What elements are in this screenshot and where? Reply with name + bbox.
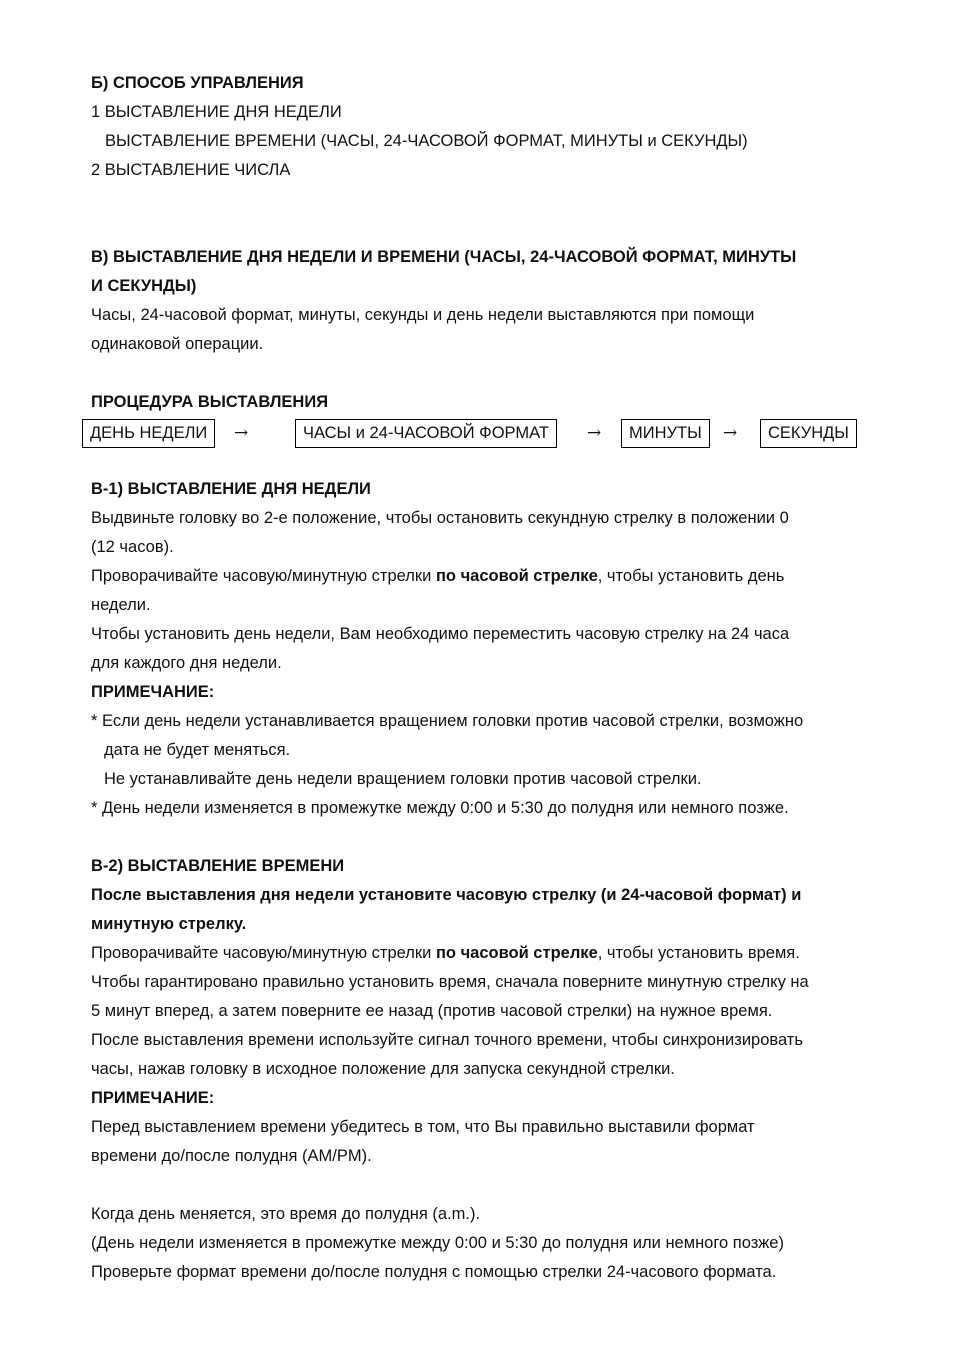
procedure-step-day: ДЕНЬ НЕДЕЛИ [82, 419, 215, 448]
section-v-text-line2: одинаковой операции. [91, 335, 264, 353]
text-span: , чтобы установить время. [597, 944, 800, 962]
section-v-text-line1: Часы, 24-часовой формат, минуты, секунды и день недели выставляются при помощи [91, 306, 755, 324]
section-v1-p2-line2: недели. [91, 596, 151, 614]
section-v2-bold-line2: минутную стрелку. [91, 915, 247, 933]
procedure-step-seconds: СЕКУНДЫ [760, 419, 857, 448]
section-v1-note1-line1: * Если день недели устанавливается вращением головки против часовой стрелки, возможно [91, 712, 804, 730]
section-v2-p4-line1: Когда день меняется, это время до полудня (a.m.). [91, 1205, 481, 1223]
spacer [91, 185, 871, 243]
section-v2-p3-line1: После выставления времени используйте сигнал точного времени, чтобы синхронизировать [91, 1031, 803, 1049]
section-v2-p4-line3: Проверьте формат времени до/после полудня с помощью стрелки 24-часового формата. [91, 1263, 777, 1281]
section-b-heading: Б) СПОСОБ УПРАВЛЕНИЯ [91, 74, 304, 92]
section-v1-p3-line2: для каждого дня недели. [91, 654, 282, 672]
arrow-icon: → [723, 423, 738, 443]
spacer [91, 359, 871, 388]
procedure-flow [91, 419, 871, 448]
section-b-item-2: 2 ВЫСТАВЛЕНИЕ ЧИСЛА [91, 161, 291, 179]
emphasis-text: по часовой стрелке [435, 567, 598, 585]
section-v1-note-heading: ПРИМЕЧАНИЕ: [91, 683, 215, 701]
procedure-step-hours: ЧАСЫ и 24-ЧАСОВОЙ ФОРМАТ [295, 419, 557, 448]
text-span: Проворачивайте часовую/минутную стрелки [91, 567, 436, 585]
procedure-step-minutes: МИНУТЫ [621, 419, 710, 448]
section-v2-note-line2: времени до/после полудня (AM/PM). [91, 1147, 372, 1165]
section-v2-p2-line2: 5 минут вперед, а затем поверните ее назад (против часовой стрелки) на нужное время. [91, 1002, 773, 1020]
section-v1-note1-line2: дата не будет меняться. [104, 741, 291, 759]
spacer [91, 1171, 871, 1200]
section-v1-p1-line1: Выдвиньте головку во 2-е положение, чтобы остановить секундную стрелку в положении 0 [91, 509, 789, 527]
arrow-icon: → [587, 423, 602, 443]
procedure-heading: ПРОЦЕДУРА ВЫСТАВЛЕНИЯ [91, 393, 329, 411]
text-span: , чтобы установить день [597, 567, 785, 585]
section-v1-p1-line2: (12 часов). [91, 538, 174, 556]
section-v-heading-line2: И СЕКУНДЫ) [91, 277, 197, 295]
text-span: Проворачивайте часовую/минутную стрелки [91, 944, 436, 962]
section-b-item-1: 1 ВЫСТАВЛЕНИЕ ДНЯ НЕДЕЛИ [91, 103, 342, 121]
section-v1-p2-line1 [91, 562, 871, 591]
emphasis-text: по часовой стрелке [435, 944, 598, 962]
section-v2-note-heading: ПРИМЕЧАНИЕ: [91, 1089, 215, 1107]
section-v2-p4-line2: (День недели изменяется в промежутке между 0:00 и 5:30 до полудня или немного позже) [91, 1234, 784, 1252]
section-v2-bold-line1: После выставления дня недели установите часовую стрелку (и 24-часовой формат) и [91, 886, 802, 904]
spacer [91, 823, 871, 852]
section-v1-note1-line3: Не устанавливайте день недели вращением головки против часовой стрелки. [104, 770, 702, 788]
section-v1-heading: В-1) ВЫСТАВЛЕНИЕ ДНЯ НЕДЕЛИ [91, 480, 371, 498]
section-v2-p3-line2: часы, нажав головку в исходное положение для запуска секундной стрелки. [91, 1060, 675, 1078]
section-v1-p3-line1: Чтобы установить день недели, Вам необходимо переместить часовую стрелку на 24 часа [91, 625, 790, 643]
arrow-icon: → [234, 423, 249, 443]
section-v2-p1 [91, 939, 871, 968]
section-v2-heading: В-2) ВЫСТАВЛЕНИЕ ВРЕМЕНИ [91, 857, 345, 875]
section-v-heading-line1: В) ВЫСТАВЛЕНИЕ ДНЯ НЕДЕЛИ И ВРЕМЕНИ (ЧАСЫ, 24-ЧАСОВОЙ ФОРМАТ, МИНУТЫ [91, 248, 797, 266]
section-v2-note-line1: Перед выставлением времени убедитесь в том, что Вы правильно выставили формат [91, 1118, 755, 1136]
document-page [91, 69, 871, 1287]
section-v1-note2: * День недели изменяется в промежутке между 0:00 и 5:30 до полудня или немного позже. [91, 799, 789, 817]
section-b-item-1-sub: ВЫСТАВЛЕНИЕ ВРЕМЕНИ (ЧАСЫ, 24-ЧАСОВОЙ ФОРМАТ, МИНУТЫ и СЕКУНДЫ) [105, 132, 748, 150]
section-v2-p2-line1: Чтобы гарантировано правильно установить время, сначала поверните минутную стрелку на [91, 973, 809, 991]
